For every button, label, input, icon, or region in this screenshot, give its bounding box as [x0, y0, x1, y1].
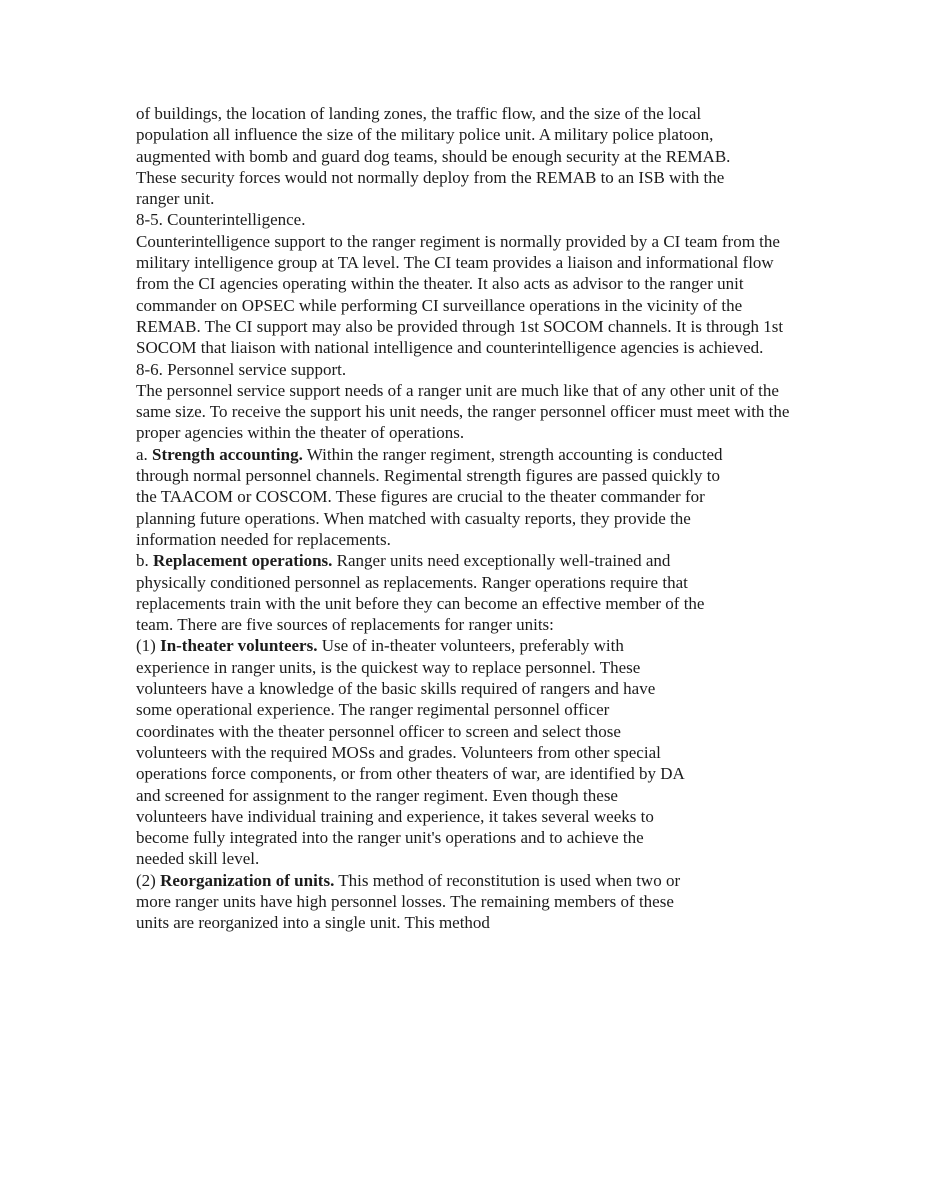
section-heading-8-5: 8-5. Counterintelligence.: [136, 210, 306, 230]
paragraph-remab-security: of buildings, the location of landing zones, the traffic flow, and the size of the local population all influence the size of the military police unit. A military police platoon, augmented with bomb and guard dog teams, should be enough security at the REMAB. These security forces would not normally deploy from the REMAB to an ISB with the ranger unit.: [136, 104, 731, 209]
paragraph-strength-accounting-text: Within the ranger regiment, strength accounting is conducted through normal personnel channels. Regimental strength figures are passed quickly to the TAACOM or COSCOM. These figures are crucial to the theater commander for planning future operations. When matched with casualty reports, they provide the information needed for replacements.: [136, 444, 723, 549]
runin-heading-reorganization-of-units: Reorganization of units.: [160, 870, 335, 890]
paragraph-in-theater-volunteers: [136, 635, 688, 869]
paragraph-strength-accounting: [136, 444, 724, 550]
runin-heading-strength-accounting: Strength accounting.: [152, 444, 303, 464]
runin-heading-replacement-operations: Replacement operations.: [153, 551, 333, 571]
document-content: [136, 103, 792, 934]
paragraph-reorganization-of-units: [136, 870, 688, 934]
paragraph-personnel-service-support: The personnel service support needs of a ranger unit are much like that of any other unit of the same size. To receive the support his unit needs, the ranger personnel officer must meet with the proper agencies within the theater of operations.: [136, 380, 790, 443]
list-marker-b: b.: [136, 551, 153, 571]
paragraph-reorganization-of-units-text: This method of reconstitution is used when two or more ranger units have high personnel losses. The remaining members of these units are reorganized into a single unit. This method: [136, 870, 681, 933]
paragraph-replacement-operations-text: Ranger units need exceptionally well-trained and physically conditioned personnel as replacements. Ranger operations require that replacements train with the unit before they can become an effective member of the team. There are five sources of replacements for ranger units:: [136, 551, 705, 635]
paragraph-counterintelligence: Counterintelligence support to the ranger regiment is normally provided by a CI team from the military intelligence group at TA level. The CI team provides a liaison and informational flow from the CI agencies operating within the theater. It also acts as advisor to the ranger unit commander on OPSEC while performing CI surveillance operations in the vicinity of the REMAB. The CI support may also be provided through 1st SOCOM channels. It is through 1st SOCOM that liaison with national intelligence and counterintelligence agencies is achieved.: [136, 231, 784, 358]
paragraph-replacement-operations: [136, 550, 724, 635]
list-marker-2: (2): [136, 870, 161, 890]
section-heading-8-6: 8-6. Personnel service support.: [136, 359, 347, 379]
list-marker-1: (1): [136, 636, 161, 656]
paragraph-in-theater-volunteers-text: Use of in-theater volunteers, preferably with experience in ranger units, is the quickest way to replace personnel. These volunteers have a knowledge of the basic skills required of rangers and have some operational experience. The ranger regimental personnel officer coordinates with the theater personnel officer to screen and select those volunteers with the required MOSs and grades. Volunteers from other special operations force components, or from other theaters of war, are identified by DA and screened for assignment to the ranger regiment. Even though these volunteers have individual training and experience, it takes several weeks to become fully integrated into the ranger unit's operations and to achieve the needed skill level.: [136, 636, 684, 869]
runin-heading-in-theater-volunteers: In-theater volunteers.: [160, 636, 318, 656]
list-marker-a: a.: [136, 444, 153, 464]
